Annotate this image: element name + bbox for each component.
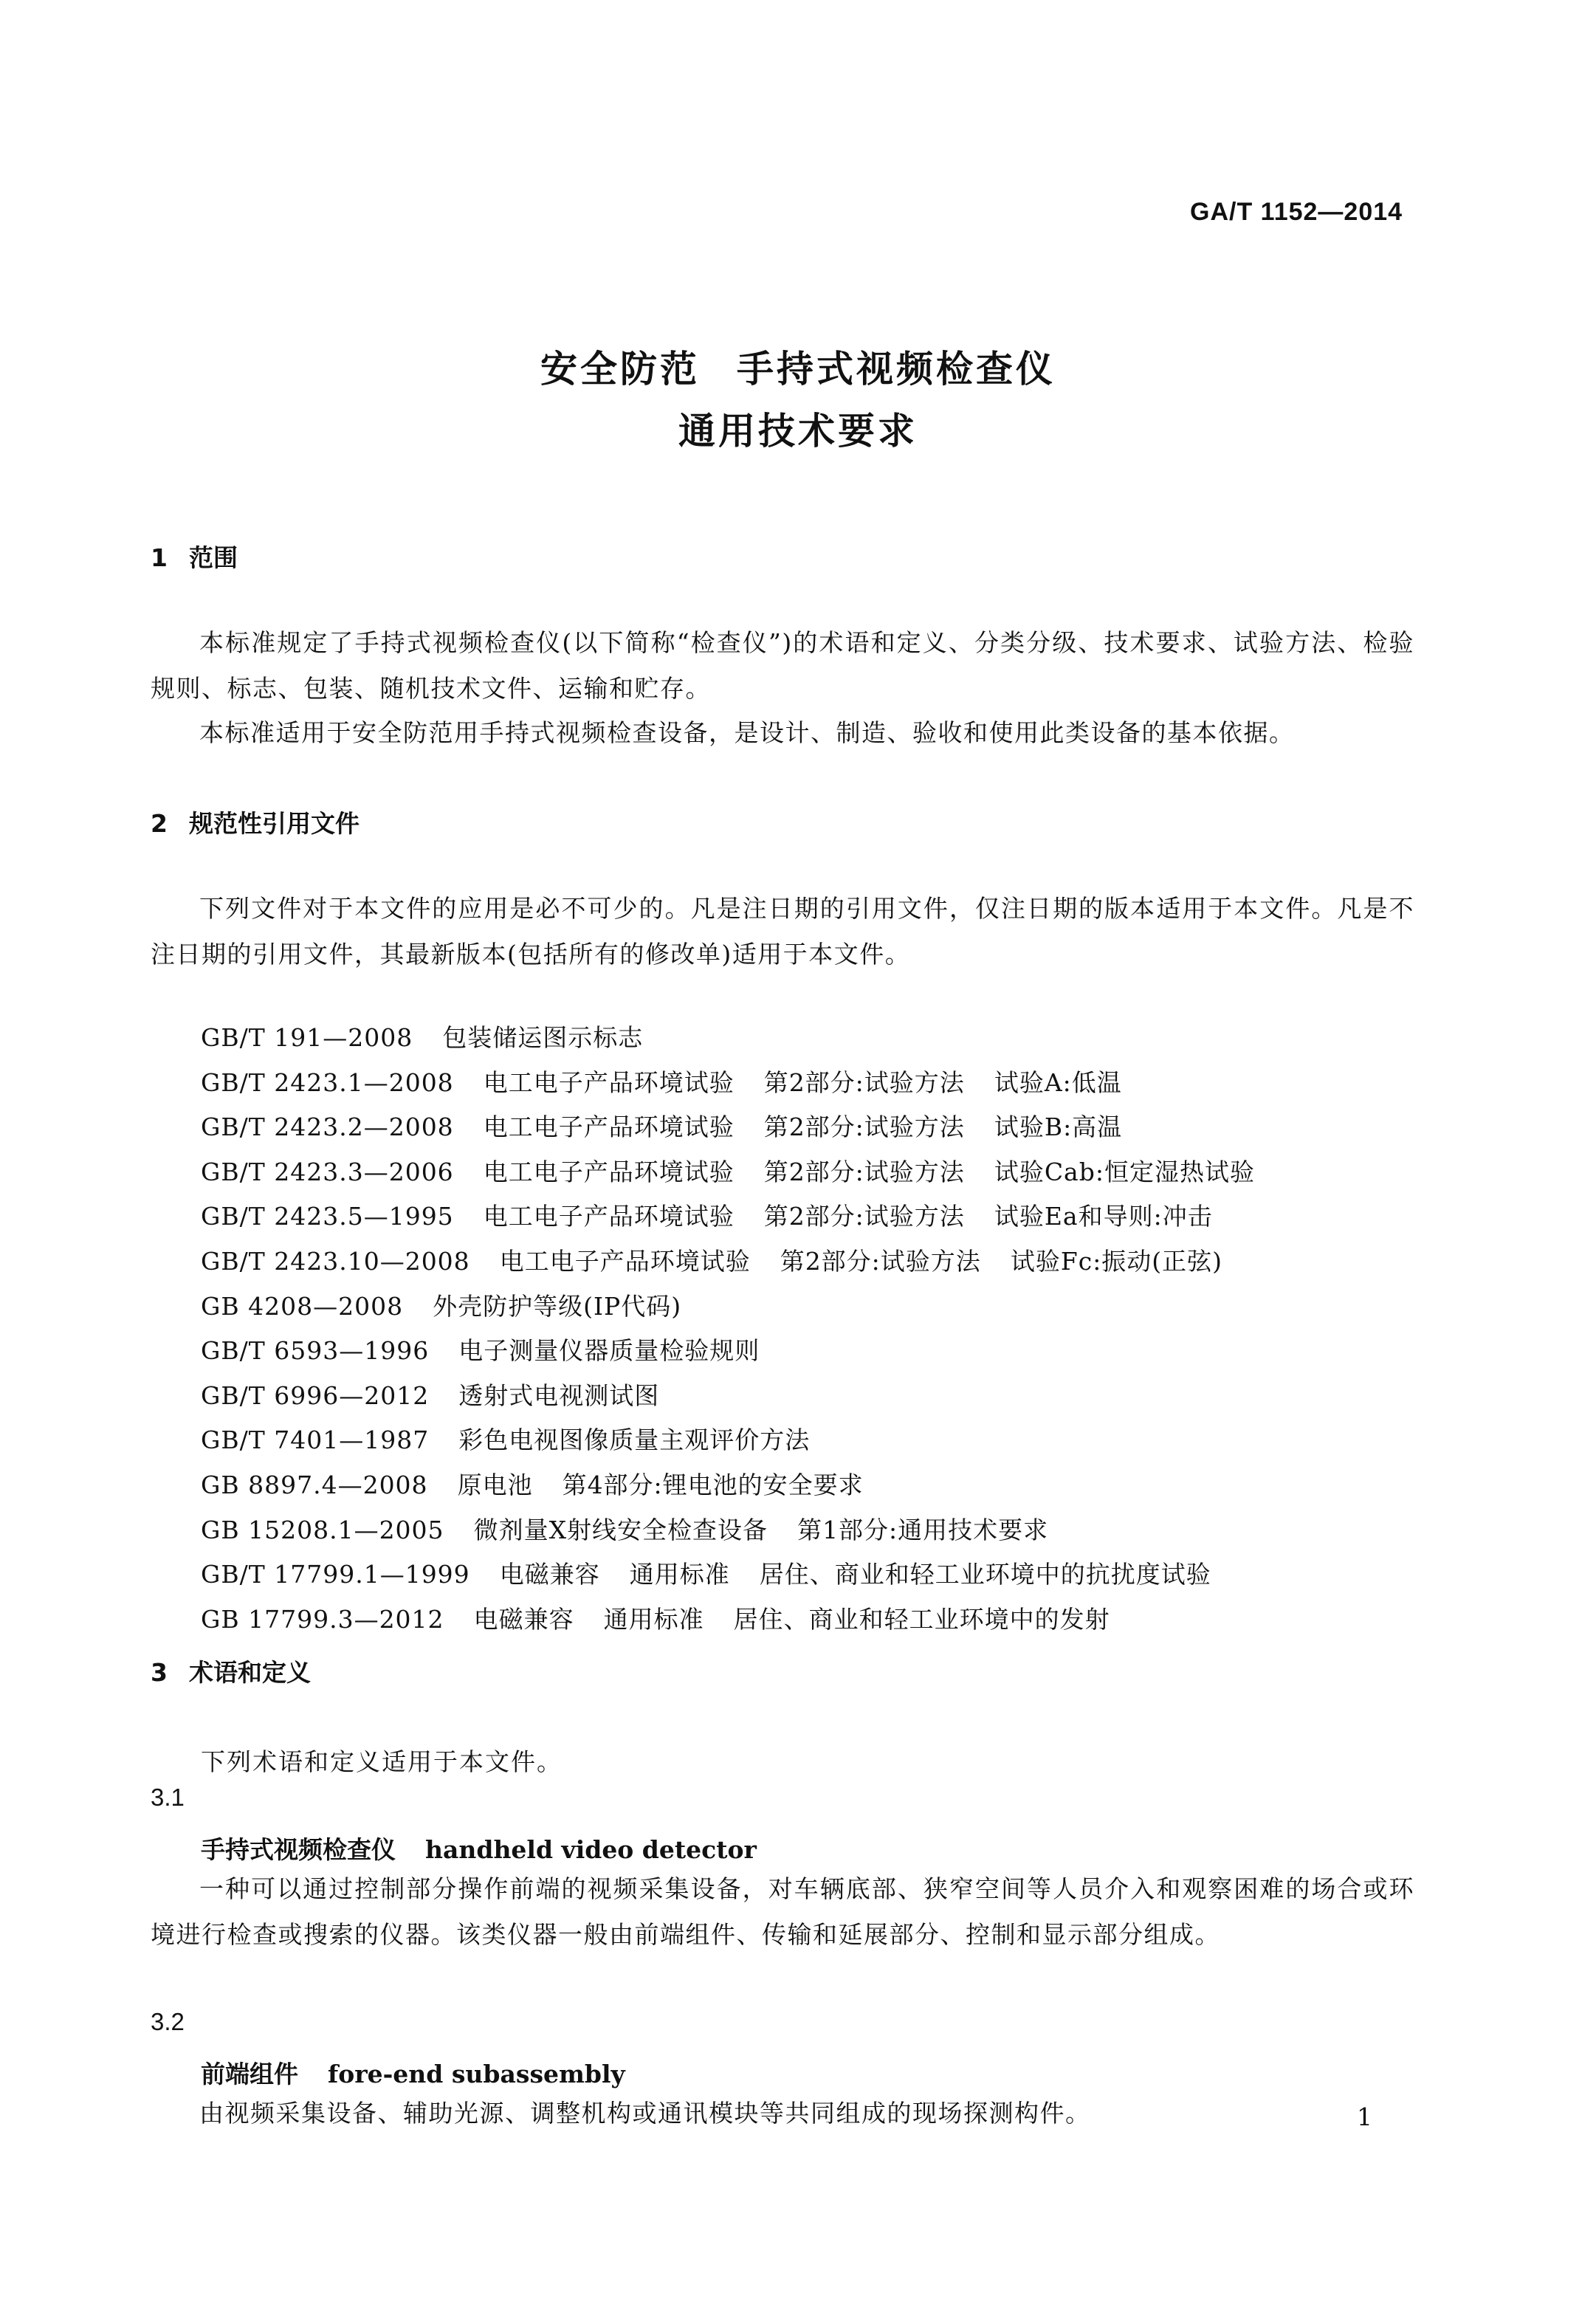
reference-code: GB 4208—2008 xyxy=(201,1292,404,1321)
terms-intro: 下列术语和定义适用于本文件。 xyxy=(201,1747,563,1776)
reference-item xyxy=(201,1332,760,1366)
paragraph-references-intro: 下列文件对于本文件的应用是必不可少的。凡是注日期的引用文件，仅注日期的版本适用于本文件。凡是不注日期的引用文件，其最新版本(包括所有的修改单)适用于本文件。 xyxy=(151,894,1414,969)
reference-item xyxy=(201,1511,1048,1546)
reference-title-part: 第2部分:试验方法 xyxy=(763,1158,965,1186)
section-number: 3 xyxy=(151,1658,168,1687)
section-heading-terms xyxy=(151,1654,311,1688)
term-heading xyxy=(201,1831,757,1865)
section-title: 规范性引用文件 xyxy=(189,809,360,838)
reference-item xyxy=(201,1466,864,1501)
reference-title-part: 外壳防护等级(IP代码) xyxy=(433,1292,682,1321)
reference-code: GB 17799.3—2012 xyxy=(201,1605,444,1634)
section-heading-normative-references xyxy=(151,805,360,839)
paragraph-scope-1: 本标准规定了手持式视频检查仪(以下简称“检查仪”)的术语和定义、分类分级、技术要求、试验方法、检验规则、标志、包装、随机技术文件、运输和贮存。 xyxy=(151,628,1414,703)
section-title: 术语和定义 xyxy=(189,1658,311,1687)
term-number: 3.2 xyxy=(151,2008,185,2035)
reference-title-part: 微剂量X射线安全检查设备 xyxy=(473,1516,768,1544)
reference-code: GB/T 6996—2012 xyxy=(201,1381,430,1410)
reference-title-part: 居住、商业和轻工业环境中的发射 xyxy=(733,1605,1110,1634)
reference-item xyxy=(201,1287,681,1322)
reference-title-part: 彩色电视图像质量主观评价方法 xyxy=(458,1426,811,1454)
reference-title-part: 通用标准 xyxy=(629,1560,730,1589)
reference-title-part: 电磁兼容 xyxy=(499,1560,600,1589)
term-definition: 一种可以通过控制部分操作前端的视频采集设备，对车辆底部、狭窄空间等人员介入和观察困难的场合或环境进行检查或搜索的仪器。该类仪器一般由前端组件、传输和延展部分、控制和显示部分组成。 xyxy=(151,1874,1414,1949)
section-number: 2 xyxy=(151,809,168,838)
reference-code: GB 15208.1—2005 xyxy=(201,1516,444,1544)
reference-title-part: 电磁兼容 xyxy=(473,1605,574,1634)
title-main: 手持式视频检查仪 xyxy=(737,348,1056,391)
reference-item xyxy=(201,1421,810,1456)
term-number: 3.1 xyxy=(151,1784,185,1811)
reference-item xyxy=(201,1108,1122,1143)
reference-title-part: 第2部分:试验方法 xyxy=(763,1068,965,1097)
reference-item xyxy=(201,1600,1110,1635)
reference-title-part: 试验B:高温 xyxy=(994,1113,1123,1141)
reference-code: GB/T 2423.3—2006 xyxy=(201,1158,454,1186)
reference-title-part: 电工电子产品环境试验 xyxy=(483,1113,735,1141)
reference-title-part: 第2部分:试验方法 xyxy=(763,1113,965,1141)
reference-title-part: 第2部分:试验方法 xyxy=(763,1202,965,1231)
term-zh: 前端组件 xyxy=(201,2060,298,2088)
reference-title-part: 电子测量仪器质量检验规则 xyxy=(458,1336,760,1365)
reference-code: GB/T 191—2008 xyxy=(201,1023,413,1052)
section-number: 1 xyxy=(151,543,168,572)
reference-code: GB/T 6593—1996 xyxy=(201,1336,430,1365)
reference-code: GB/T 2423.5—1995 xyxy=(201,1202,454,1231)
reference-item xyxy=(201,1377,659,1411)
standard-number: GA/T 1152—2014 xyxy=(1190,198,1403,226)
reference-item xyxy=(201,1153,1255,1188)
reference-title-part: 原电池 xyxy=(457,1471,533,1499)
reference-code: GB/T 2423.2—2008 xyxy=(201,1113,454,1141)
title-prefix: 安全防范 xyxy=(540,348,700,391)
term-en: fore-end subassembly xyxy=(328,2060,625,2088)
reference-title-part: 试验Ea和导则:冲击 xyxy=(994,1202,1213,1231)
reference-title-part: 电工电子产品环境试验 xyxy=(483,1202,735,1231)
reference-title-part: 试验Fc:振动(正弦) xyxy=(1010,1247,1223,1276)
reference-title-part: 居住、商业和轻工业环境中的抗扰度试验 xyxy=(759,1560,1211,1589)
document-title-line2: 通用技术要求 xyxy=(678,410,918,453)
reference-title-part: 第4部分:锂电池的安全要求 xyxy=(562,1471,864,1499)
reference-title-part: 电工电子产品环境试验 xyxy=(483,1158,735,1186)
reference-title-part: 电工电子产品环境试验 xyxy=(483,1068,735,1097)
reference-item xyxy=(201,1242,1222,1277)
section-heading-scope xyxy=(151,539,238,574)
section-title: 范围 xyxy=(189,543,238,572)
document-title-line1 xyxy=(0,340,1596,393)
reference-title-part: 电工电子产品环境试验 xyxy=(499,1247,751,1276)
reference-code: GB/T 2423.10—2008 xyxy=(201,1247,470,1276)
term-heading xyxy=(201,2055,625,2090)
reference-title-part: 第2部分:试验方法 xyxy=(780,1247,981,1276)
reference-title-part: 透射式电视测试图 xyxy=(458,1381,660,1410)
reference-code: GB/T 17799.1—1999 xyxy=(201,1560,470,1589)
reference-title-part: 第1部分:通用技术要求 xyxy=(797,1516,1049,1544)
reference-code: GB/T 7401—1987 xyxy=(201,1426,430,1454)
term-zh: 手持式视频检查仪 xyxy=(201,1835,396,1864)
reference-title-part: 包装储运图示标志 xyxy=(442,1023,644,1052)
reference-item xyxy=(201,1197,1213,1232)
reference-item xyxy=(201,1064,1122,1098)
reference-code: GB/T 2423.1—2008 xyxy=(201,1068,454,1097)
reference-title-part: 试验Cab:恒定湿热试验 xyxy=(994,1158,1255,1186)
reference-item xyxy=(201,1019,643,1053)
paragraph-scope-2: 本标准适用于安全防范用手持式视频检查设备，是设计、制造、验收和使用此类设备的基本依据。 xyxy=(199,718,1295,747)
term-en: handheld video detector xyxy=(425,1835,757,1864)
reference-code: GB 8897.4—2008 xyxy=(201,1471,428,1499)
reference-title-part: 试验A:低温 xyxy=(994,1068,1122,1097)
reference-title-part: 通用标准 xyxy=(603,1605,704,1634)
page-number: 1 xyxy=(1357,2102,1372,2131)
reference-item xyxy=(201,1555,1211,1590)
term-definition: 由视频采集设备、辅助光源、调整机构或通讯模块等共同组成的现场探测构件。 xyxy=(199,2099,1091,2128)
